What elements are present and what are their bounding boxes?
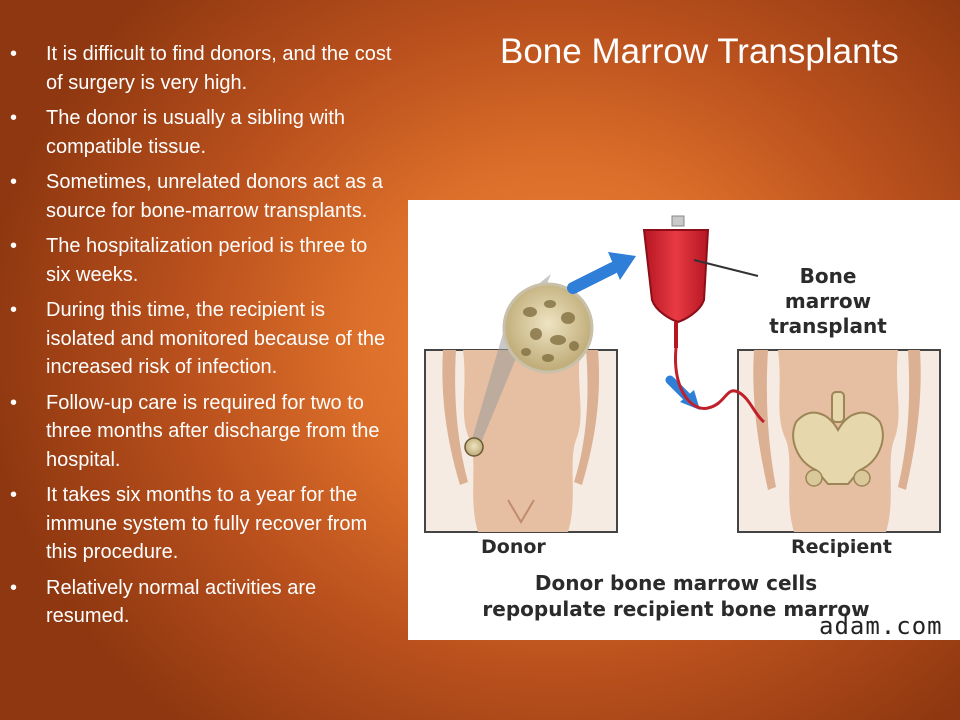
bullet-text: It is difficult to find donors, and the cost of surgery is very high.: [46, 43, 392, 94]
recipient-label: Recipient: [791, 536, 892, 558]
bullet-icon: •: [10, 299, 18, 321]
donor-panel: [425, 350, 617, 532]
transplant-label: Bone marrow transplant: [769, 264, 887, 338]
bullet-item: [6, 104, 396, 161]
bullet-icon: •: [10, 484, 18, 506]
bullet-icon: •: [10, 43, 18, 65]
bullet-item: [6, 574, 396, 631]
brand-logo: adam.com: [819, 612, 943, 640]
bullet-text: Follow-up care is required for two to three months after discharge from the hospital.: [46, 391, 380, 471]
bullet-list: [6, 40, 396, 638]
bullet-icon: •: [10, 391, 18, 414]
bullet-icon: •: [10, 235, 18, 257]
bullet-text: Sometimes, unrelated donors act as a source for bone-marrow transplants.: [46, 171, 383, 222]
slide-title: Bone Marrow Transplants: [500, 32, 899, 71]
bullet-item: [6, 389, 396, 475]
bullet-text: During this time, the recipient is isolated and monitored because of the increased risk of infection.: [46, 299, 386, 378]
bullet-text: The hospitalization period is three to six weeks.: [46, 235, 368, 286]
bullet-text: The donor is usually a sibling with compatible tissue.: [46, 107, 346, 158]
transfer-arrow-icon: [573, 252, 636, 288]
recipient-panel: [738, 350, 940, 532]
bullet-text: Relatively normal activities are resumed.: [46, 576, 317, 627]
bullet-item: [6, 168, 396, 225]
bullet-text: It takes six months to a year for the immune system to fully recover from this procedure.: [46, 484, 368, 563]
bullet-item: [6, 40, 396, 97]
bullet-item: [6, 296, 396, 382]
transplant-illustration: [408, 200, 960, 640]
bullet-item: [6, 232, 396, 289]
bullet-icon: •: [10, 576, 18, 599]
bullet-icon: •: [10, 171, 18, 193]
figure-caption: Donor bone marrow cells repopulate recipient bone marrow: [482, 571, 870, 621]
bullet-item: [6, 481, 396, 567]
donor-label: Donor: [481, 536, 546, 558]
bullet-icon: •: [10, 107, 18, 129]
